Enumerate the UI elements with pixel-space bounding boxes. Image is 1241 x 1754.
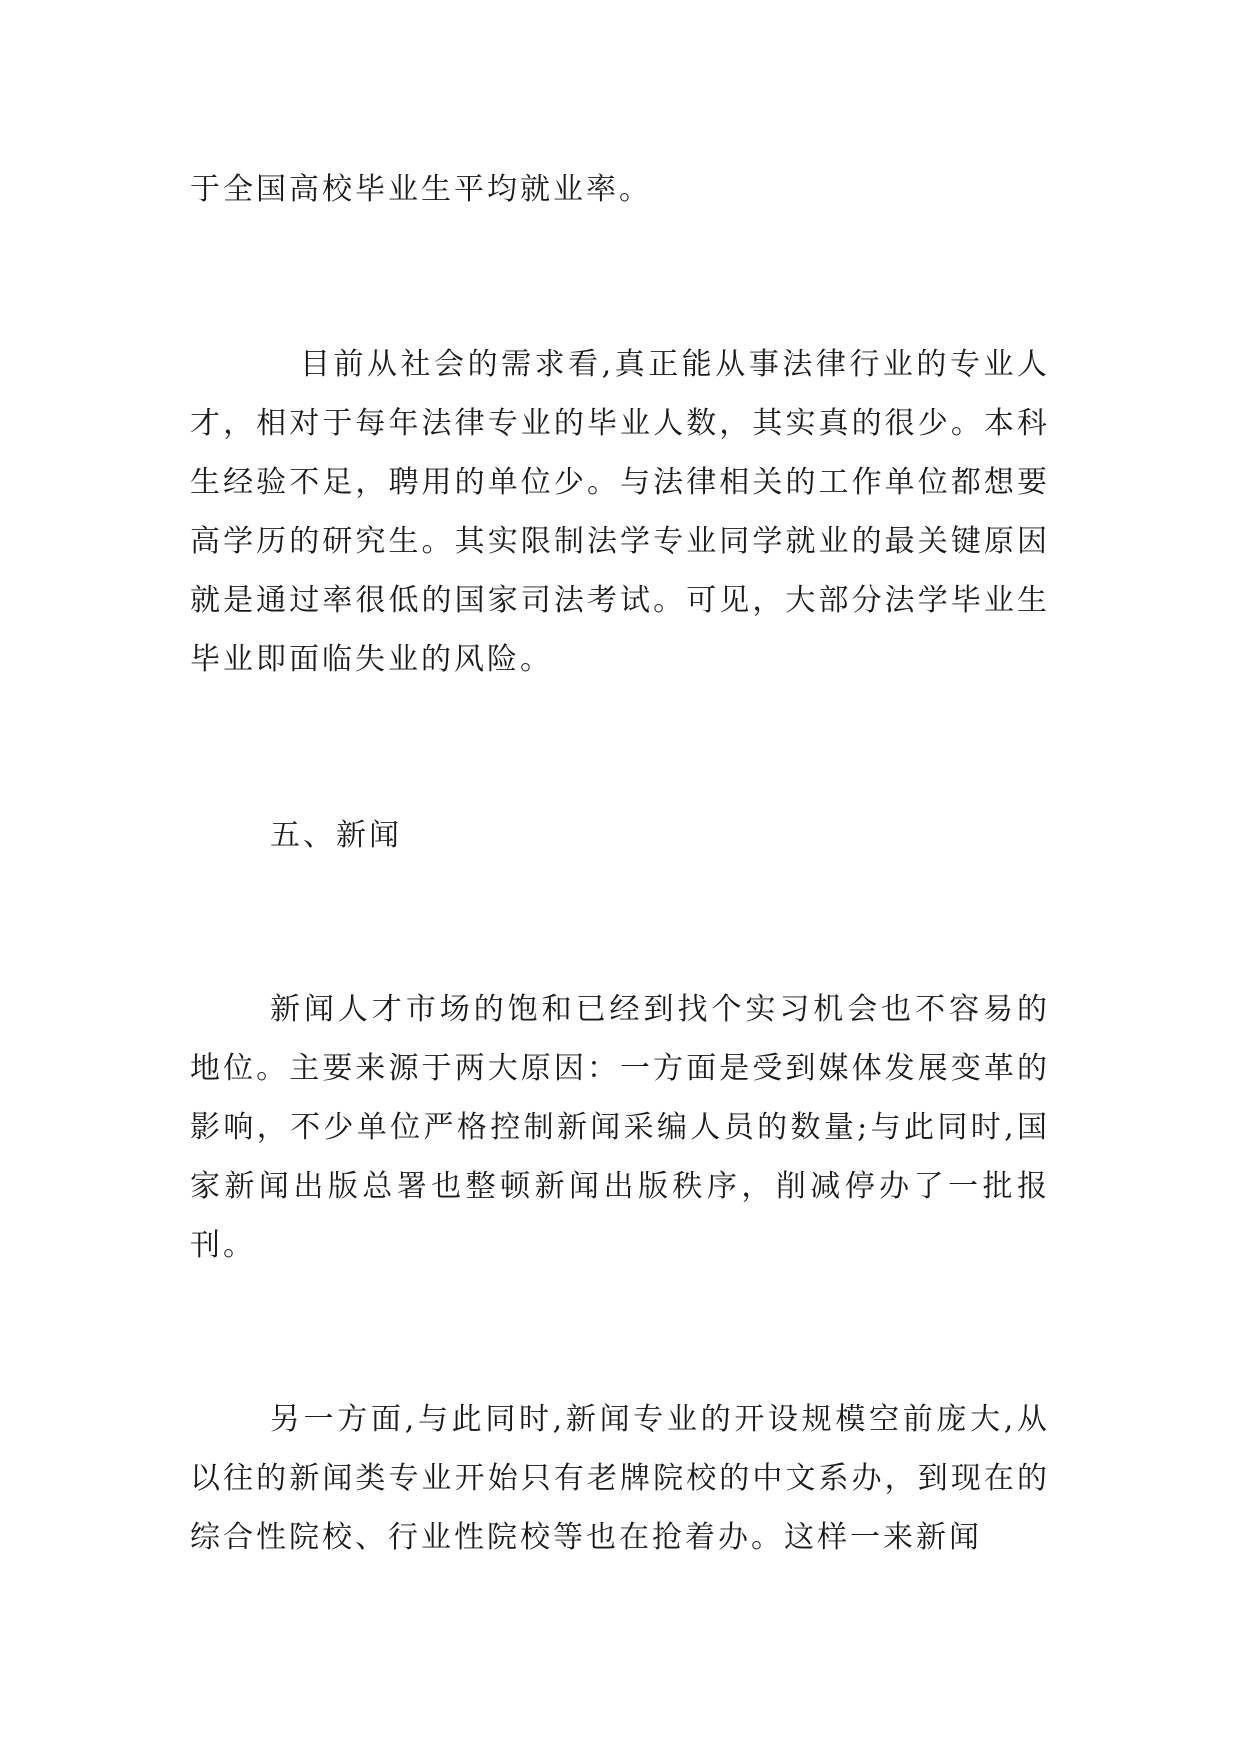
paragraph-text: 目前从社会的需求看,真正能从事法律行业的专业人才，相对于每年法律专业的毕业人数，其实真的很少。本科生经验不足，聘用的单位少。与法律相关的工作单位都想要高学历的研究生。其实限制法学专业同学就业的最关键原因就是通过率很低的国家司法考试。可见，大部分法学毕业生毕业即面临失业的风险。 — [190, 347, 1050, 677]
paragraph-law-demand — [190, 335, 1050, 689]
heading-text: 五、新闻 — [270, 818, 402, 853]
paragraph-text: 于全国高校毕业生平均就业率。 — [190, 172, 652, 207]
paragraph-news-market — [190, 980, 1050, 1275]
paragraph-text: 另一方面,与此同时,新闻专业的开设规模空前庞大,从以往的新闻类专业开始只有老牌院校的中文系办，到现在的综合性院校、行业性院校等也在抢着办。这样一来新闻 — [190, 1402, 1050, 1555]
section-heading-news — [190, 806, 1050, 865]
paragraph-news-expansion — [190, 1390, 1050, 1567]
paragraph-text: 新闻人才市场的饱和已经到找个实习机会也不容易的地位。主要来源于两大原因：一方面是受到媒体发展变革的影响，不少单位严格控制新闻采编人员的数量;与此同时,国家新闻出版总署也整顿新闻出版秩序，削减停办了一批报刊。 — [190, 992, 1050, 1263]
paragraph-employment-rate-end — [190, 160, 1050, 219]
